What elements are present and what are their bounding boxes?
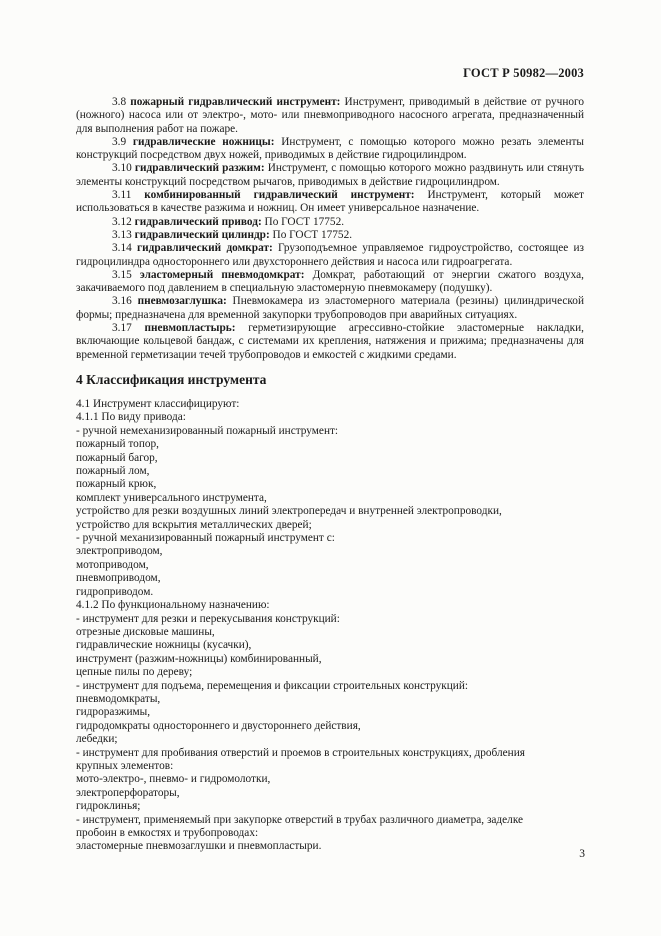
- classification-line: электроприводом,: [76, 545, 163, 558]
- classification-line: электроперфораторы,: [76, 786, 180, 799]
- section-title: 4 Классификация инструмента: [76, 372, 267, 387]
- classification-line: пожарный топор,: [76, 438, 159, 451]
- classification-line: гидроразжимы,: [76, 706, 151, 719]
- definition-term: гидравлический разжим:: [134, 162, 265, 175]
- definition-number: 3.11: [112, 189, 132, 202]
- classification-line: эластомерные пневмозаглушки и пневмопластыри.: [76, 840, 322, 853]
- classification-line: устройство для резки воздушных линий электропередач и внутренней электропроводки,: [76, 505, 502, 518]
- definition-item: [76, 269, 584, 296]
- definition-text: Инструмент, с помощью которого можно раздвинуть или стянуть элементы конструкций посредством рычагов, приводимых в действие гидроцилиндром.: [76, 162, 584, 188]
- classification-line: отрезные дисковые машины,: [76, 625, 215, 638]
- classification-line: - инструмент для пробивания отверстий и проемов в строительных конструкциях, дробления: [76, 746, 525, 759]
- classification-line: инструмент (разжим-ножницы) комбинированный,: [76, 652, 322, 665]
- classification-line: гидроклинья;: [76, 800, 141, 813]
- definition-number: 3.13: [112, 228, 132, 241]
- classification-line: крупных элементов:: [76, 759, 174, 772]
- definition-term: пожарный гидравлический инструмент:: [130, 96, 341, 108]
- classification-line: - ручной механизированный пожарный инструмент с:: [76, 532, 335, 545]
- classification-line: - ручной немеханизированный пожарный инструмент:: [76, 424, 339, 437]
- definition-term: гидравлические ножницы:: [132, 135, 275, 148]
- definitions-block: [76, 96, 584, 362]
- definition-item: [76, 216, 584, 229]
- definition-item: [76, 189, 584, 216]
- definition-number: 3.8: [112, 96, 127, 108]
- classification-line: комплект универсального инструмента,: [76, 491, 267, 504]
- classification-line: мото-электро-, пневмо- и гидромолотки,: [76, 773, 271, 786]
- classification-line: гидроприводом.: [76, 585, 154, 598]
- classification-line: пневмоприводом,: [76, 572, 161, 585]
- definition-number: 3.15: [112, 268, 132, 281]
- classification-line: пожарный багор,: [76, 451, 158, 464]
- classification-line: пробоин в емкостях и трубопроводах:: [76, 827, 259, 839]
- classification-line: 4.1 Инструмент классифицируют:: [76, 398, 240, 410]
- definition-item: [76, 229, 584, 242]
- definition-text: По ГОСТ 17752.: [269, 228, 353, 241]
- definition-text: По ГОСТ 17752.: [261, 215, 345, 228]
- classification-line: цепные пилы по дереву;: [76, 666, 193, 679]
- definition-term: комбинированный гидравлический инструмент:: [144, 189, 415, 202]
- definition-item: [76, 242, 584, 269]
- definition-term: пневмозаглушка:: [137, 295, 227, 308]
- definition-item: [76, 136, 584, 163]
- page-number: 3: [579, 848, 585, 860]
- classification-line: - инструмент, применяемый при закупорке отверстий в трубах различного диаметра, заделке: [76, 813, 524, 826]
- definition-number: 3.9: [112, 135, 127, 148]
- definition-term: эластомерный пневмодомкрат:: [139, 268, 305, 281]
- classification-line: гидравлические ножницы (кусачки),: [76, 639, 252, 652]
- classification-line: пожарный лом,: [76, 465, 150, 478]
- definition-item: [76, 322, 584, 362]
- definition-number: 3.12: [112, 215, 132, 228]
- definition-text: Инструмент, который может использоваться в качестве разжима и ножниц. Он имеет универсальное назначение.: [76, 189, 584, 215]
- classification-line: гидродомкраты одностороннего и двустороннего действия,: [76, 719, 361, 732]
- definition-number: 3.17: [112, 322, 132, 335]
- definition-text: Домкрат, работающий от энергии сжатого воздуха, закачиваемого под давлением в специальную эластомерную пневмокамеру (подушку).: [76, 268, 584, 295]
- definition-term: пневмопластырь:: [144, 322, 236, 335]
- definition-number: 3.16: [112, 295, 132, 308]
- definition-item: [76, 295, 584, 322]
- classification-line: устройство для вскрытия металлических дверей;: [76, 518, 312, 531]
- definition-text: герметизирующие агрессивно-стойкие эластомерные накладки, включающие кольцевой бандаж, с системами их крепления, натяжения и прижима; предназначены для временной герметизации течей трубопроводов и емкостей с жидкими средами.: [76, 322, 584, 361]
- definition-term: гидравлический привод:: [134, 215, 262, 228]
- definition-term: гидравлический цилиндр:: [134, 228, 270, 241]
- definition-number: 3.10: [112, 162, 132, 175]
- definition-text: Грузоподъемное управляемое гидроустройство, состоящее из гидроцилиндра одностороннего или двухстороннего действия и насоса или гидроагрегата.: [76, 242, 584, 268]
- definition-text: Пневмокамера из эластомерного материала (резины) цилиндрической формы; предназначена для временной закупорки трубопроводов при аварийных ситуациях.: [76, 295, 584, 321]
- classification-line: 4.1.1 По виду привода:: [76, 411, 186, 424]
- classification-line: лебедки;: [76, 733, 118, 746]
- definition-item: [76, 162, 584, 189]
- classification-block: [76, 398, 584, 854]
- definition-number: 3.14: [112, 242, 132, 255]
- classification-line: - инструмент для подъема, перемещения и фиксации строительных конструкций:: [76, 679, 469, 692]
- definition-text: Инструмент, приводимый в действие от ручного (ножного) насоса или от электро-, мото- или пневмоприводного насосного агрегата, предназначенный для выполнения работ на пожаре.: [76, 96, 585, 135]
- definition-item: [76, 96, 584, 136]
- classification-line: 4.1.2 По функциональному назначению:: [76, 599, 270, 612]
- definition-text: Инструмент, с помощью которого можно резать элементы конструкций посредством двух ножей, приводимых в действие гидроцилиндром.: [76, 135, 585, 162]
- classification-line: пневмодомкраты,: [76, 692, 161, 705]
- definition-term: гидравлический домкрат:: [137, 242, 273, 255]
- standard-header: ГОСТ Р 50982—2003: [463, 66, 584, 80]
- classification-line: пожарный крюк,: [76, 478, 157, 491]
- classification-line: мотоприводом,: [76, 558, 149, 571]
- classification-line: - инструмент для резки и перекусывания конструкций:: [76, 612, 340, 625]
